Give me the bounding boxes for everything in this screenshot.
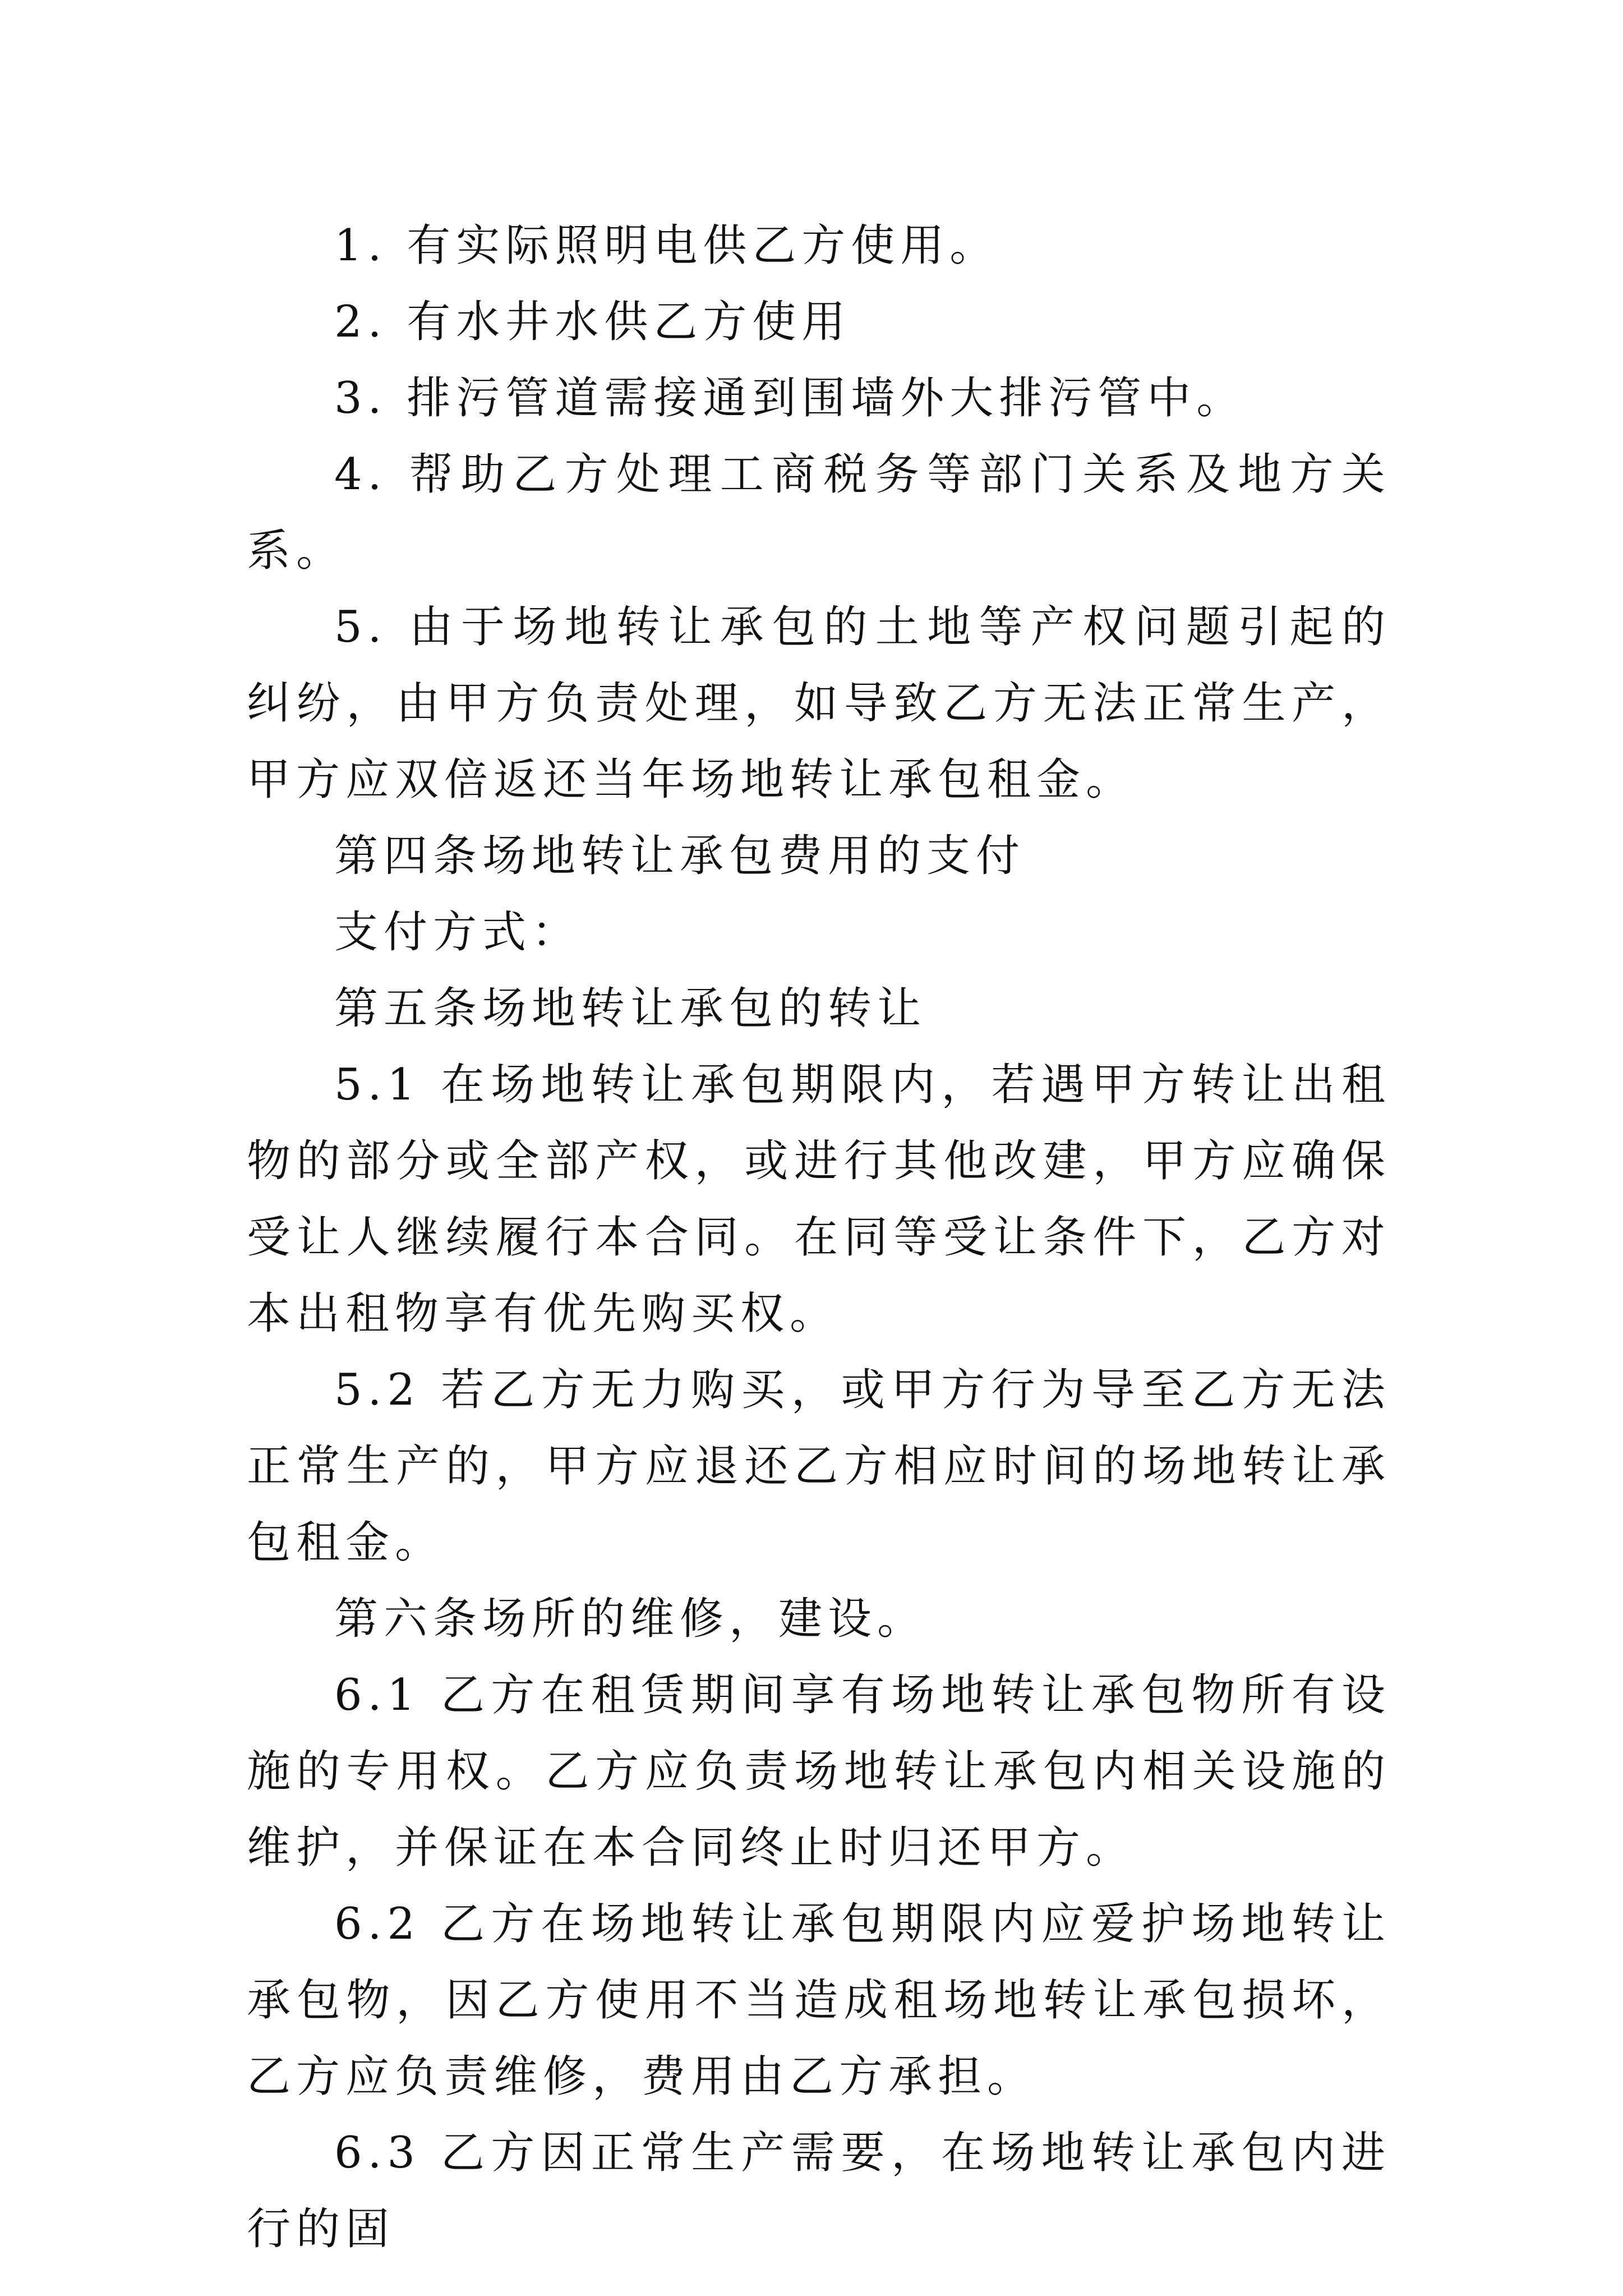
paragraph-clause-5-1: 5.1 在场地转让承包期限内，若遇甲方转让出租物的部分或全部产权，或进行其他改建，甲方应确保受让人继续履行本合同。在同等受让条件下，乙方对本出租物享有优先购买权。 <box>247 1060 1391 1339</box>
paragraph-clause-6-1: 6.1 乙方在租赁期间享有场地转让承包物所有设施的专用权。乙方应负责场地转让承包内相关设施的维护，并保证在本合同终止时归还甲方。 <box>247 1670 1391 1873</box>
section-heading-article-5: 第五条场地转让承包的转让 <box>334 983 927 1034</box>
paragraph-clause-4: 4. 帮助乙方处理工商税务等部门关系及地方关系。 <box>247 449 1391 576</box>
paragraph-clause-5: 5. 由于场地转让承包的土地等产权问题引起的纠纷，由甲方负责处理，如导致乙方无法正常生产，甲方应双倍返还当年场地转让承包租金。 <box>247 602 1391 805</box>
paragraph-clause-5-2: 5.2 若乙方无力购买，或甲方行为导至乙方无法正常生产的，甲方应退还乙方相应时间的场地转让承包租金。 <box>247 1365 1391 1568</box>
section-heading-article-4: 第四条场地转让承包费用的支付 <box>334 831 1026 881</box>
section-heading-article-6: 第六条场所的维修，建设。 <box>334 1594 927 1644</box>
paragraph-clause-1: 1. 有实际照明电供乙方使用。 <box>334 220 999 271</box>
paragraph-clause-2: 2. 有水井水供乙方使用 <box>334 297 851 347</box>
paragraph-clause-6-2: 6.2 乙方在场地转让承包期限内应爱护场地转让承包物，因乙方使用不当造成租场地转让承包损坏，乙方应负责维修，费用由乙方承担。 <box>247 1899 1391 2102</box>
paragraph-payment-method: 支付方式： <box>334 907 582 958</box>
paragraph-clause-6-3: 6.3 乙方因正常生产需要，在场地转让承包内进行的固 <box>247 2128 1391 2254</box>
paragraph-clause-3: 3. 排污管道需接通到围墙外大排污管中。 <box>334 373 1246 424</box>
document-body <box>247 208 1391 2267</box>
